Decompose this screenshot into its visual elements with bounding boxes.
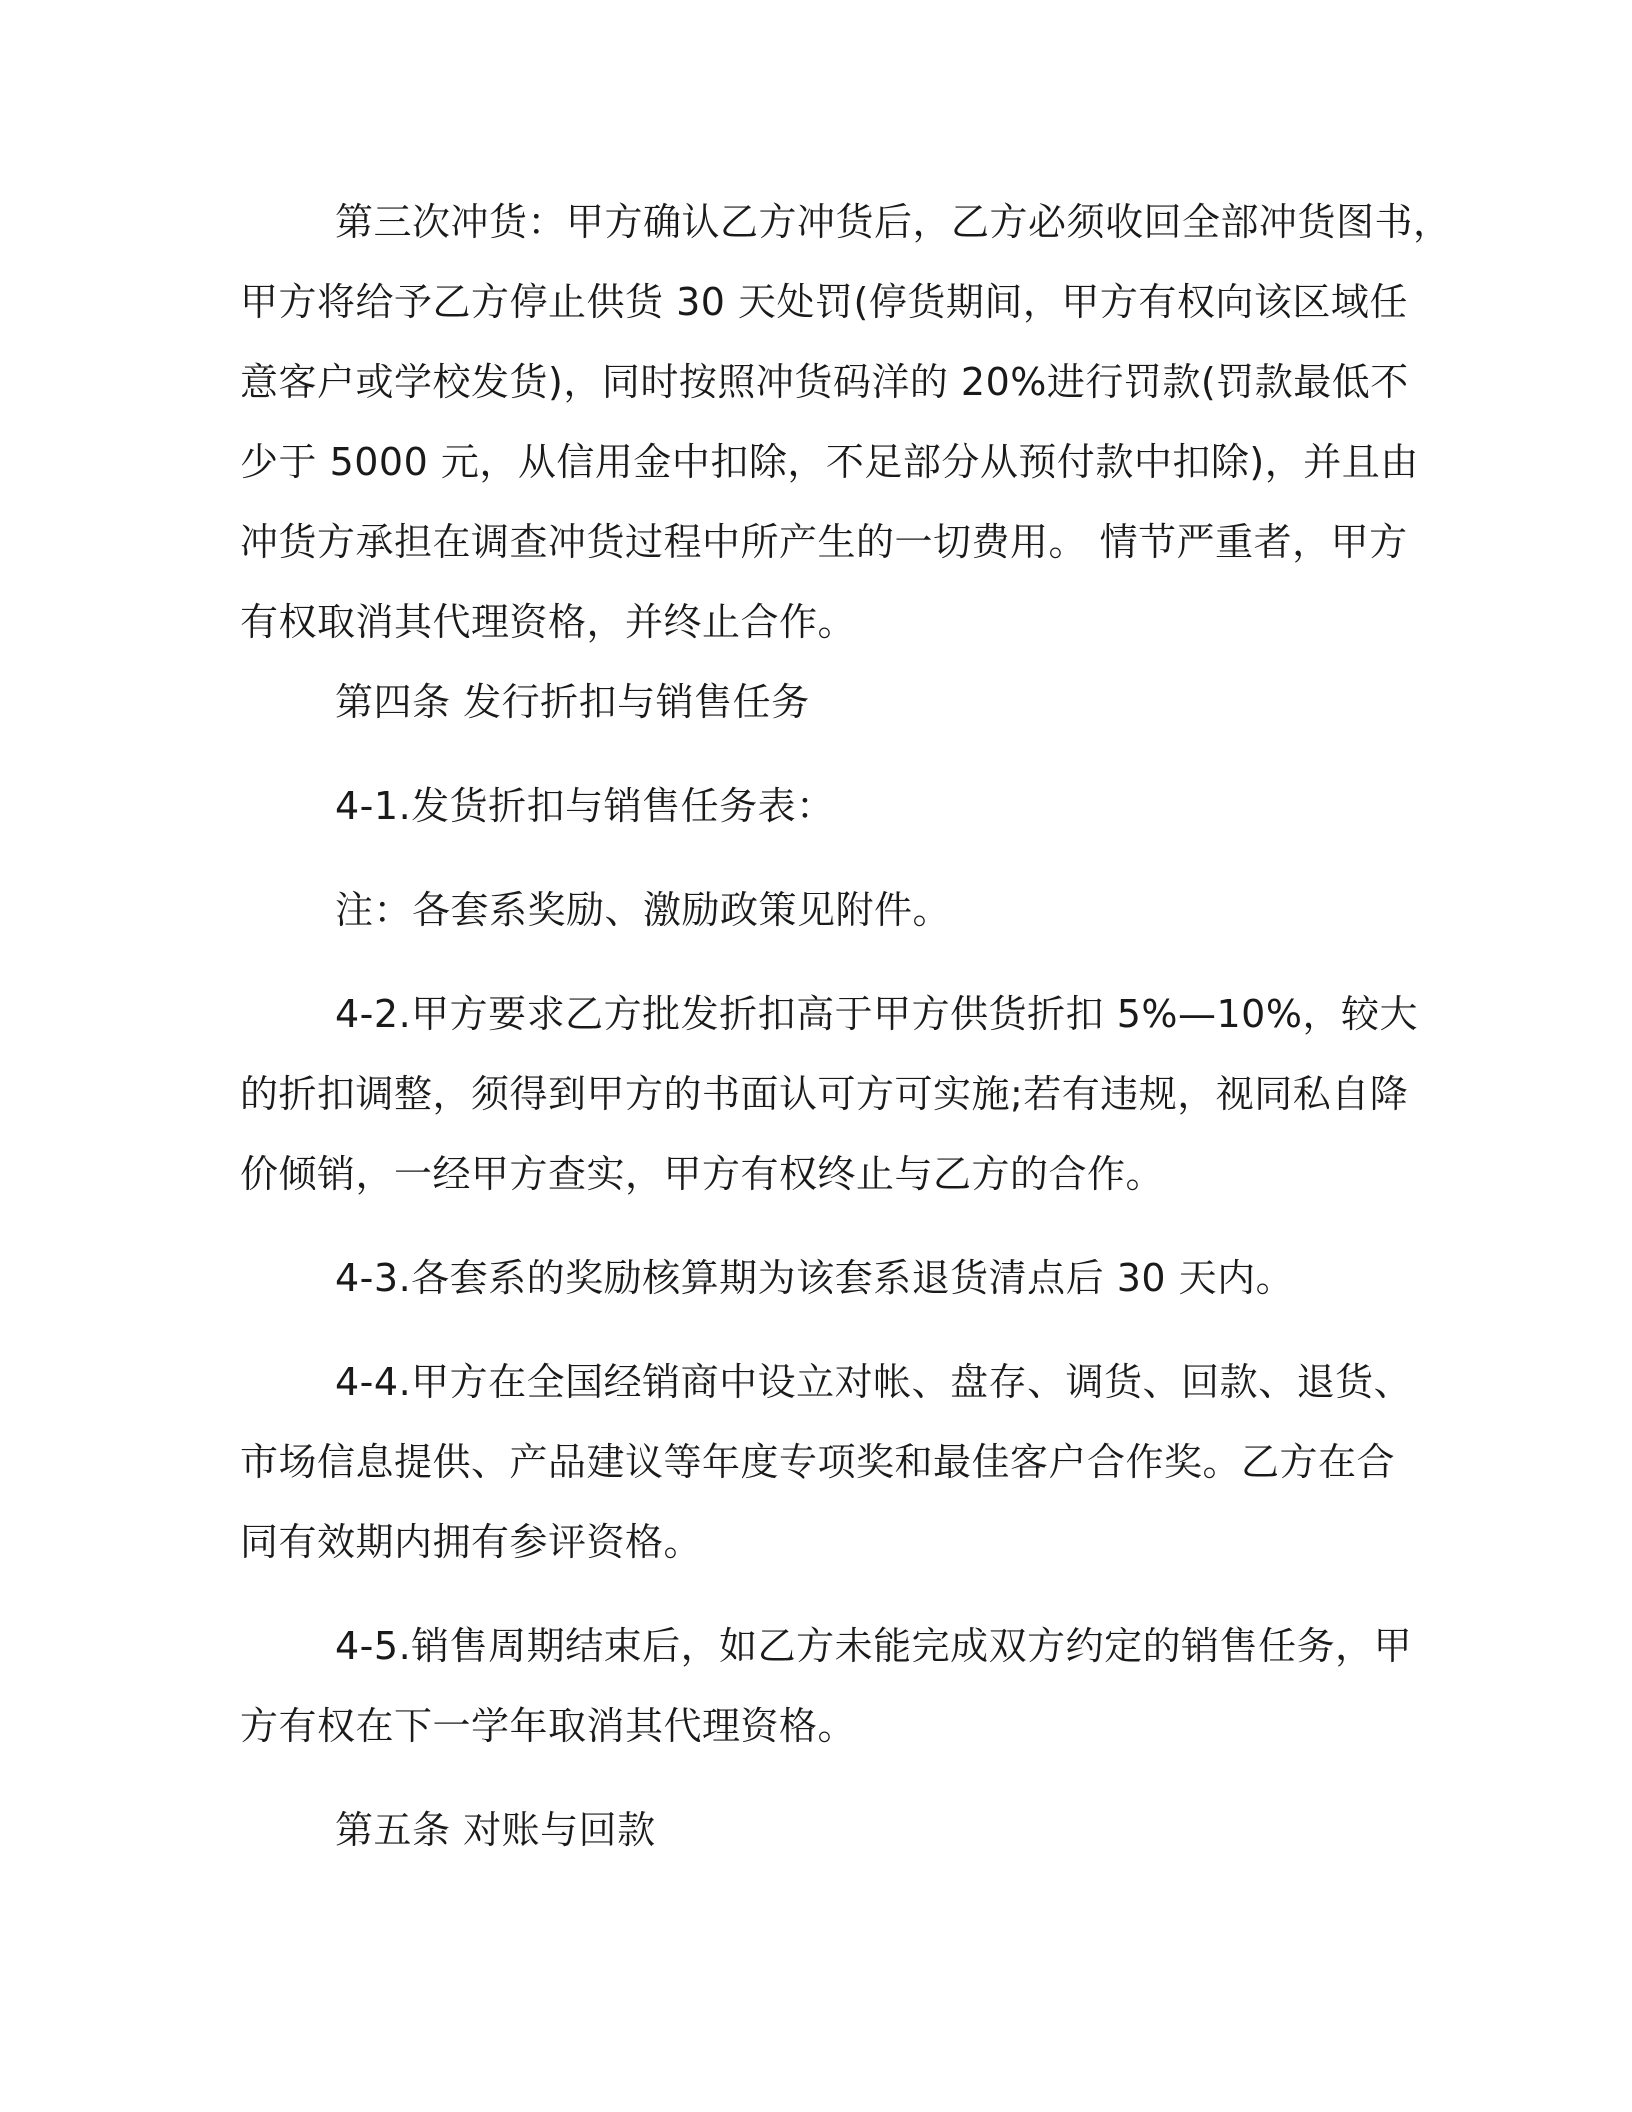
section-heading: 第五条 对账与回款	[335, 1808, 656, 1852]
clause-4-5	[240, 1606, 1413, 1766]
text-line: 市场信息提供、产品建议等年度专项奖和最佳客户合作奖。乙方在合	[240, 1440, 1396, 1484]
text-line: 意客户或学校发货)，同时按照冲货码洋的 20%进行罚款(罚款最低不	[240, 360, 1409, 404]
clause-4-1	[240, 766, 1400, 846]
text-line: 4-2.甲方要求乙方批发折扣高于甲方供货折扣 5%—10%，较大	[335, 992, 1418, 1036]
text-line: 4-1.发货折扣与销售任务表：	[335, 784, 835, 828]
article-4-heading	[240, 662, 1400, 742]
article-5-heading	[240, 1790, 1400, 1870]
section-heading: 第四条 发行折扣与销售任务	[335, 680, 810, 724]
clause-4-2	[240, 974, 1418, 1214]
text-line: 少于 5000 元，从信用金中扣除，不足部分从预付款中扣除)，并且由	[240, 440, 1419, 484]
text-line: 方有权在下一学年取消其代理资格。	[240, 1704, 857, 1748]
note-paragraph	[240, 870, 1400, 950]
text-line: 价倾销，一经甲方查实，甲方有权终止与乙方的合作。	[240, 1152, 1165, 1196]
paragraph-third-dumping	[240, 182, 1452, 662]
text-line: 4-3.各套系的奖励核算期为该套系退货清点后 30 天内。	[335, 1256, 1295, 1300]
text-line: 4-5.销售周期结束后，如乙方未能完成双方约定的销售任务，甲	[335, 1624, 1413, 1668]
clause-4-3	[240, 1238, 1400, 1318]
text-line: 有权取消其代理资格，并终止合作。	[240, 600, 857, 644]
text-line: 第三次冲货：甲方确认乙方冲货后，乙方必须收回全部冲货图书，	[335, 200, 1452, 244]
text-line: 甲方将给予乙方停止供货 30 天处罚(停货期间，甲方有权向该区域任	[240, 280, 1408, 324]
clause-4-4	[240, 1342, 1413, 1582]
text-line: 同有效期内拥有参评资格。	[240, 1520, 703, 1564]
text-line: 注：各套系奖励、激励政策见附件。	[335, 888, 952, 932]
text-line: 4-4.甲方在全国经销商中设立对帐、盘存、调货、回款、退货、	[335, 1360, 1413, 1404]
text-line: 冲货方承担在调查冲货过程中所产生的一切费用。 情节严重者，甲方	[240, 520, 1408, 564]
text-line: 的折扣调整，须得到甲方的书面认可方可实施;若有违规，视同私自降	[240, 1072, 1409, 1116]
